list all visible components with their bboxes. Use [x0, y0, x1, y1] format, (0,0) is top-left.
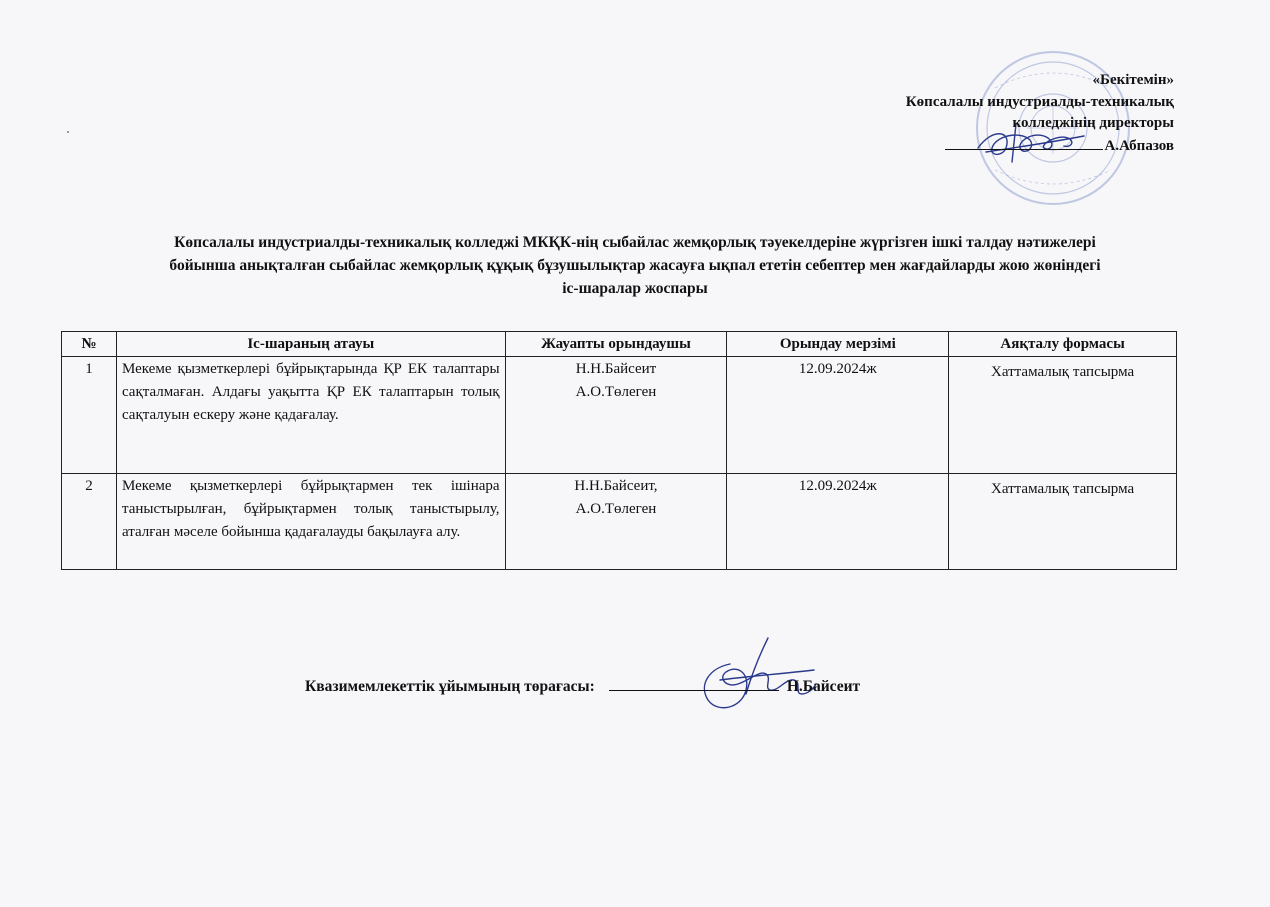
approval-heading: «Бекітемін»	[1092, 72, 1174, 88]
responsible-person-2: А.О.Төлеген	[575, 501, 657, 517]
responsible-person-1: Н.Н.Байсеит	[575, 361, 657, 377]
row-event-name: Мекеме қызметкерлері бұйрықтарында ҚР ЕК талаптары сақталмаған. Алдағы уақытта ҚР ЕК талаптарын толық сақталуын ескеру және қадағалау.	[116, 357, 505, 474]
title-line-1: Көпсалалы индустриалды-техникалық колледжі МКҚК-нің сыбайлас жемқорлық тәуекелдеріне жүргізген ішкі талдау нәтижелері	[174, 234, 1096, 251]
chairman-name: Н.Байсеит	[786, 678, 861, 695]
chairman-signature	[690, 634, 820, 716]
action-plan-table	[61, 331, 1177, 570]
approval-director-name: А.Абпазов	[1104, 137, 1174, 154]
header-completion-form: Аяқталу формасы	[949, 332, 1177, 357]
table-row	[62, 357, 1177, 474]
row-deadline: 12.09.2024ж	[727, 357, 949, 474]
row-completion-form: Хаттамалық тапсырма	[949, 474, 1177, 570]
chairman-label: Квазимемлекеттік ұйымының төрағасы:	[305, 678, 595, 695]
table-row	[62, 474, 1177, 570]
title-line-3: іс-шаралар жоспары	[562, 280, 708, 297]
header-responsible: Жауапты орындаушы	[505, 332, 727, 357]
row-completion-form: Хаттамалық тапсырма	[949, 357, 1177, 474]
title-line-2: бойынша анықталған сыбайлас жемқорлық құқық бұзушылықтар жасауға ықпал ететін себептер мен жағдайларды жою жөніндегі	[169, 257, 1101, 274]
header-number: №	[62, 332, 117, 357]
approval-block	[906, 70, 1174, 157]
chairman-signature-line	[609, 676, 779, 691]
approval-signature-row	[906, 135, 1174, 158]
scan-speck	[67, 131, 69, 133]
row-responsible	[505, 474, 727, 570]
header-deadline: Орындау мерзімі	[727, 332, 949, 357]
approval-position: колледжінің директоры	[1012, 115, 1174, 131]
approval-organization: Көпсалалы индустриалды-техникалық	[905, 93, 1174, 110]
responsible-person-2: А.О.Төлеген	[575, 384, 657, 400]
row-number: 1	[62, 357, 117, 474]
approval-signature-line	[945, 135, 1103, 150]
document-title	[40, 231, 1230, 300]
chairman-signature-block	[305, 676, 860, 696]
row-deadline: 12.09.2024ж	[727, 474, 949, 570]
row-number: 2	[62, 474, 117, 570]
row-event-name: Мекеме қызметкерлері бұйрықтармен тек ішінара таныстырылған, бұйрықтармен толық таныстырылу, аталған мәселе бойынша қадағалауды бақылауға алу.	[116, 474, 505, 570]
table-header-row	[62, 332, 1177, 357]
header-event-name: Іс-шараның атауы	[116, 332, 505, 357]
responsible-person-1: Н.Н.Байсеит,	[574, 478, 658, 494]
row-responsible	[505, 357, 727, 474]
